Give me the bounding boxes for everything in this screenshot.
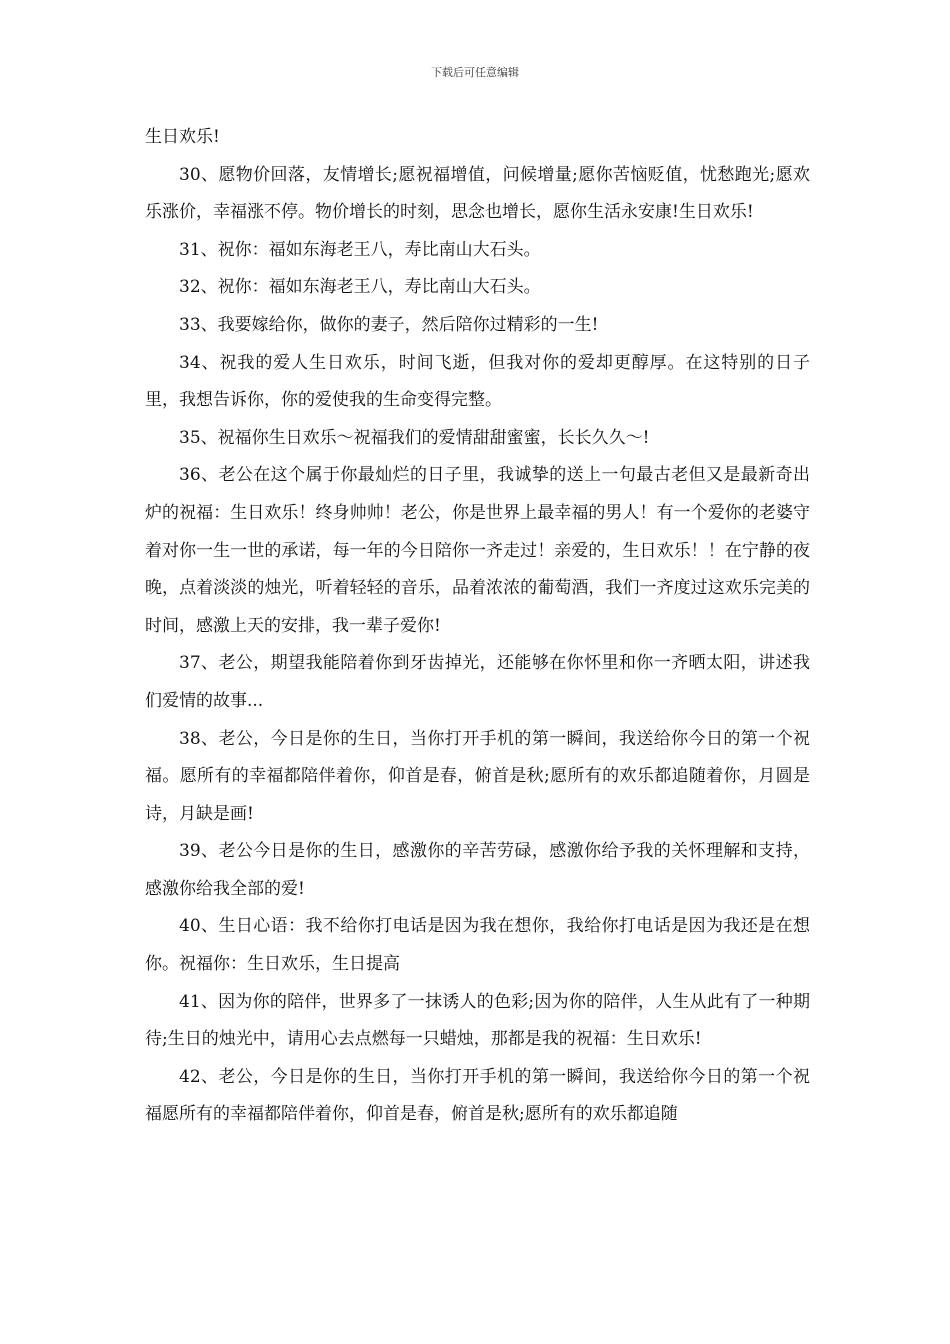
page-header: 下载后可任意编辑 (431, 66, 519, 79)
paragraph-42: 42、老公，今日是你的生日，当你打开手机的第一瞬间，我送给你今日的第一个祝福愿所有的幸福都陪伴着你，仰首是春，俯首是秋;愿所有的欢乐都追随 (145, 1066, 810, 1125)
paragraph-30: 30、愿物价回落，友情增长;愿祝福增值，问候增量;愿你苦恼贬值，忧愁跑光;愿欢乐涨价，幸福涨不停。物价增长的时刻，思念也增长，愿你生活永安康!生日欢乐! (145, 164, 810, 223)
paragraph-32: 32、祝你：福如东海老王八，寿比南山大石头。 (179, 277, 541, 298)
paragraph-36: 36、老公在这个属于你最灿烂的日子里，我诚挚的送上一句最古老但又是最新奇出炉的祝福：生日欢乐！终身帅帅！老公，你是世界上最幸福的男人！有一个爱你的老婆守着对你一生一世的承诺，每一年的今日陪你一齐走过！亲爱的，生日欢乐！！在宁静的夜晚，点着淡淡的烛光，听着轻轻的音乐，品着浓浓的葡萄酒，我们一齐度过这欢乐完美的时间，感激上天的安排，我一辈子爱你! (145, 465, 810, 636)
paragraph-41: 41、因为你的陪伴，世界多了一抹诱人的色彩;因为你的陪伴，人生从此有了一种期待;生日的烛光中，请用心去点燃每一只蜡烛，那都是我的祝福：生日欢乐! (145, 991, 810, 1050)
paragraph-31: 31、祝你：福如东海老王八，寿比南山大石头。 (179, 239, 541, 260)
paragraph-40: 40、生日心语：我不给你打电话是因为我在想你，我给你打电话是因为我还是在想你。祝福你：生日欢乐，生日提高 (145, 916, 810, 975)
paragraph-39: 39、老公今日是你的生日，感激你的辛苦劳碌，感激你给予我的关怀理解和支持，感激你给我全部的爱! (145, 841, 810, 899)
paragraph-35: 35、祝福你生日欢乐～祝福我们的爱情甜甜蜜蜜，长长久久～! (179, 427, 650, 448)
paragraph-38: 38、老公，今日是你的生日，当你打开手机的第一瞬间，我送给你今日的第一个祝福。愿所有的幸福都陪伴着你，仰首是春，俯首是秋;愿所有的欢乐都追随着你，月圆是诗，月缺是画! (145, 728, 810, 824)
paragraph-37: 37、老公，期望我能陪着你到牙齿掉光，还能够在你怀里和你一齐晒太阳，讲述我们爱情的故事... (145, 653, 810, 711)
document-body (145, 119, 810, 1134)
paragraph-33: 33、我要嫁给你，做你的妻子，然后陪你过精彩的一生! (179, 314, 599, 335)
paragraph-continuation: 生日欢乐! (145, 127, 220, 147)
paragraph-34: 34、祝我的爱人生日欢乐，时间飞逝，但我对你的爱却更醇厚。在这特别的日子里，我想告诉你，你的爱使我的生命变得完整。 (145, 352, 810, 411)
